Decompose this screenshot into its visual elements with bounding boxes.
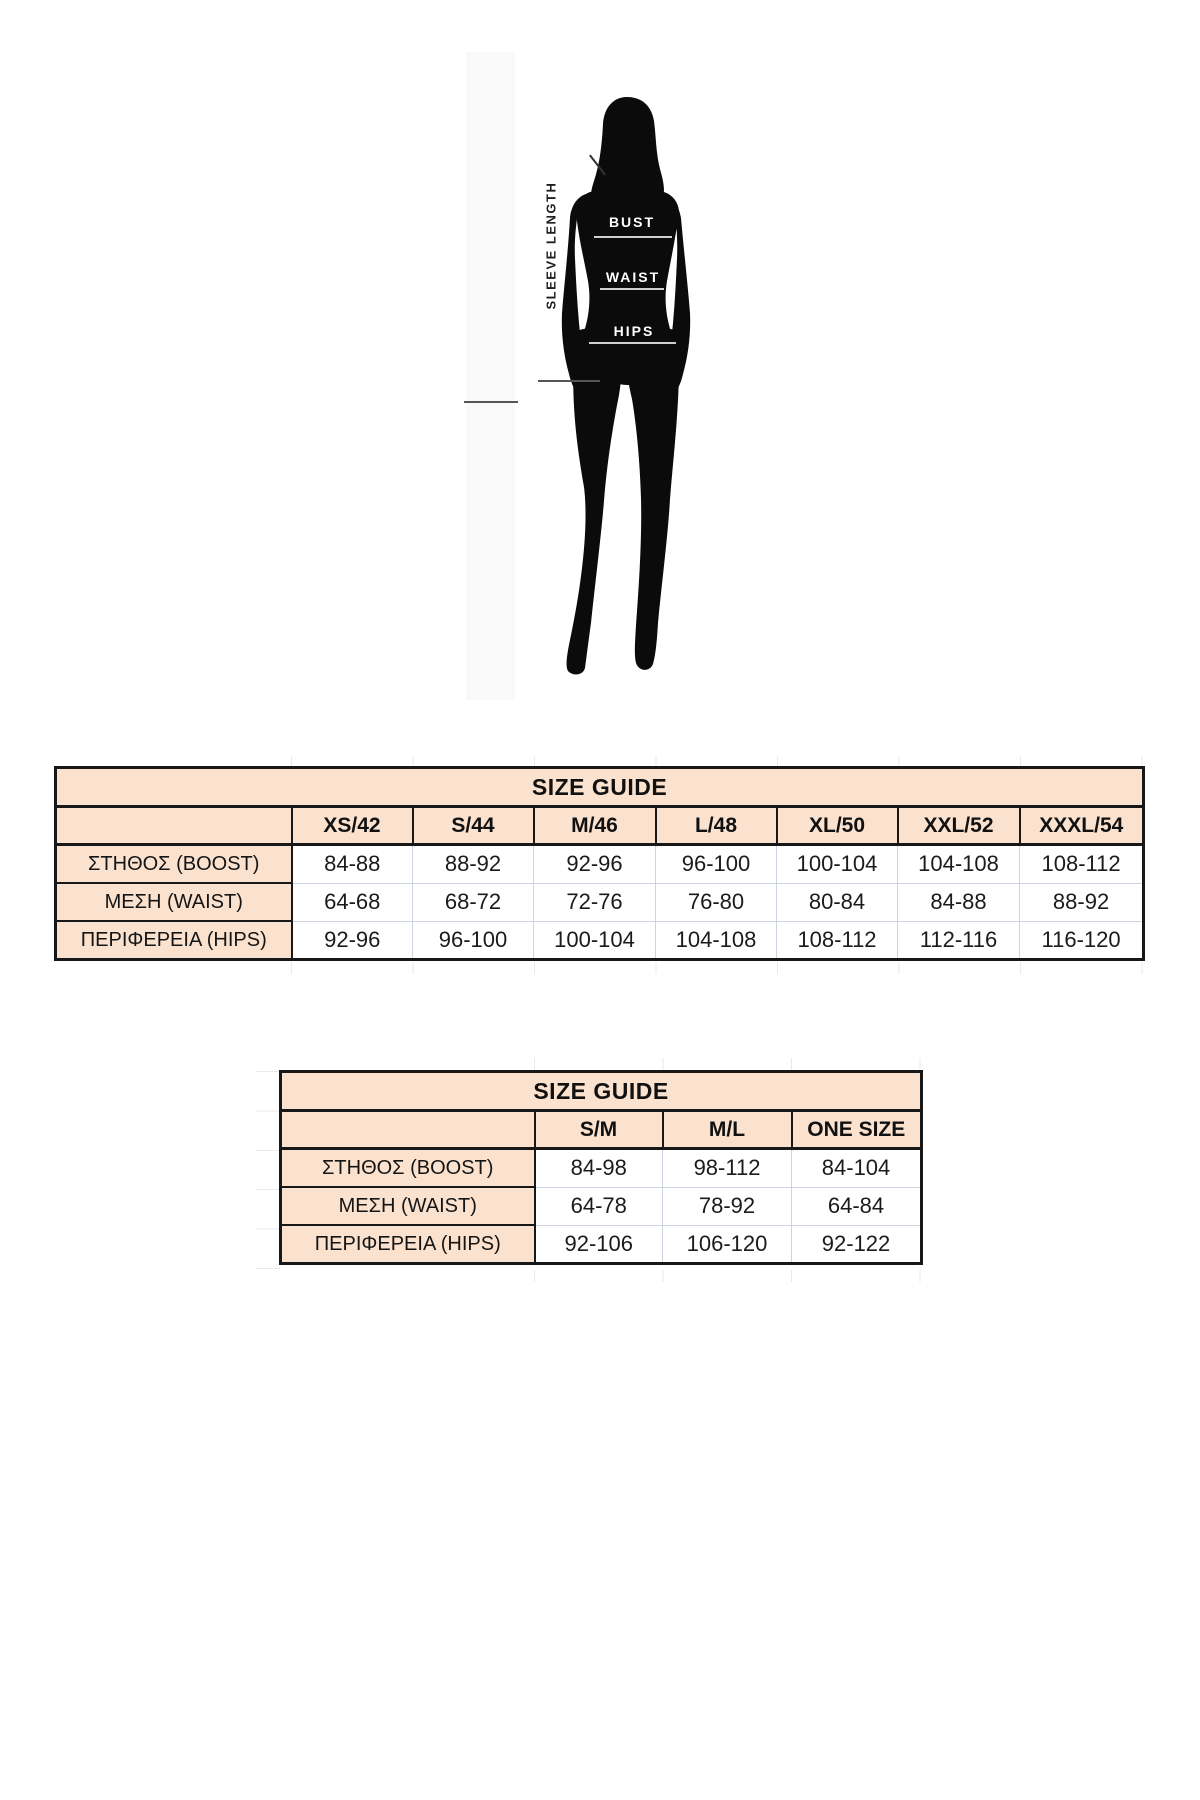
size-col-header: XXXL/54 (1020, 807, 1144, 845)
bust-label: BUST (608, 214, 656, 230)
hips-label: HIPS (613, 323, 655, 339)
corner-cell (281, 1111, 535, 1149)
size-value-cell: 96-100 (656, 845, 777, 884)
size-value-cell: 92-96 (292, 921, 413, 960)
size-col-header: L/48 (656, 807, 777, 845)
size-value-cell: 100-104 (534, 921, 656, 960)
size-value-cell: 84-88 (898, 883, 1020, 921)
size-value-cell: 64-68 (292, 883, 413, 921)
size-value-cell: 68-72 (413, 883, 534, 921)
size-col-header: XL/50 (777, 807, 898, 845)
table-title-row (56, 768, 1144, 807)
size-col-header: S/44 (413, 807, 534, 845)
size-value-cell: 100-104 (777, 845, 898, 884)
size-guide-table-main (54, 766, 1145, 961)
size-value-cell: 72-76 (534, 883, 656, 921)
table-title: SIZE GUIDE (281, 1072, 922, 1111)
table-row (281, 1225, 922, 1264)
size-value-cell: 96-100 (413, 921, 534, 960)
row-label: ΠΕΡΙΦΕΡΕΙΑ (HIPS) (281, 1225, 535, 1264)
size-col-header: ONE SIZE (792, 1111, 922, 1149)
table-row (56, 921, 1144, 960)
size-value-cell: 108-112 (777, 921, 898, 960)
size-value-cell: 104-108 (656, 921, 777, 960)
row-label: ΣΤΗΘΟΣ (BOOST) (281, 1149, 535, 1188)
size-value-cell: 84-104 (792, 1149, 922, 1188)
table-title-row (281, 1072, 922, 1111)
size-value-cell: 104-108 (898, 845, 1020, 884)
sleeve-ruler-tick (464, 401, 518, 403)
row-label: ΜΕΣΗ (WAIST) (281, 1187, 535, 1225)
table-row (56, 845, 1144, 884)
row-label: ΜΕΣΗ (WAIST) (56, 883, 292, 921)
waist-measure-line (600, 288, 664, 290)
table-row (281, 1187, 922, 1225)
size-value-cell: 80-84 (777, 883, 898, 921)
corner-cell (56, 807, 292, 845)
gridline-ticks (291, 962, 1143, 974)
size-guide-table-onesize (279, 1070, 923, 1265)
size-value-cell: 116-120 (1020, 921, 1144, 960)
waist-label: WAIST (605, 269, 661, 285)
size-col-header: XS/42 (292, 807, 413, 845)
size-value-cell: 92-106 (535, 1225, 663, 1264)
size-value-cell: 84-98 (535, 1149, 663, 1188)
row-label: ΠΕΡΙΦΕΡΕΙΑ (HIPS) (56, 921, 292, 960)
size-value-cell: 84-88 (292, 845, 413, 884)
size-value-cell: 98-112 (663, 1149, 792, 1188)
size-col-header: M/L (663, 1111, 792, 1149)
gridline-ticks (256, 1071, 280, 1270)
size-value-cell: 106-120 (663, 1225, 792, 1264)
table-row (281, 1149, 922, 1188)
size-value-cell: 112-116 (898, 921, 1020, 960)
row-label: ΣΤΗΘΟΣ (BOOST) (56, 845, 292, 884)
size-col-header: M/46 (534, 807, 656, 845)
size-header-row (56, 807, 1144, 845)
female-silhouette-image (540, 95, 710, 675)
size-col-header: XXL/52 (898, 807, 1020, 845)
size-value-cell: 64-84 (792, 1187, 922, 1225)
size-value-cell: 108-112 (1020, 845, 1144, 884)
background-shade-band (466, 52, 515, 700)
size-header-row (281, 1111, 922, 1149)
size-value-cell: 88-92 (413, 845, 534, 884)
sleeve-end-tick (538, 380, 600, 382)
gridline-ticks (534, 1270, 922, 1282)
size-value-cell: 92-122 (792, 1225, 922, 1264)
size-value-cell: 78-92 (663, 1187, 792, 1225)
bust-measure-line (594, 236, 672, 238)
size-value-cell: 76-80 (656, 883, 777, 921)
size-col-header: S/M (535, 1111, 663, 1149)
size-value-cell: 64-78 (535, 1187, 663, 1225)
table-row (56, 883, 1144, 921)
hips-measure-line (589, 342, 676, 344)
table-title: SIZE GUIDE (56, 768, 1144, 807)
size-value-cell: 92-96 (534, 845, 656, 884)
size-value-cell: 88-92 (1020, 883, 1144, 921)
sleeve-length-label: SLEEVE LENGTH (543, 181, 559, 310)
